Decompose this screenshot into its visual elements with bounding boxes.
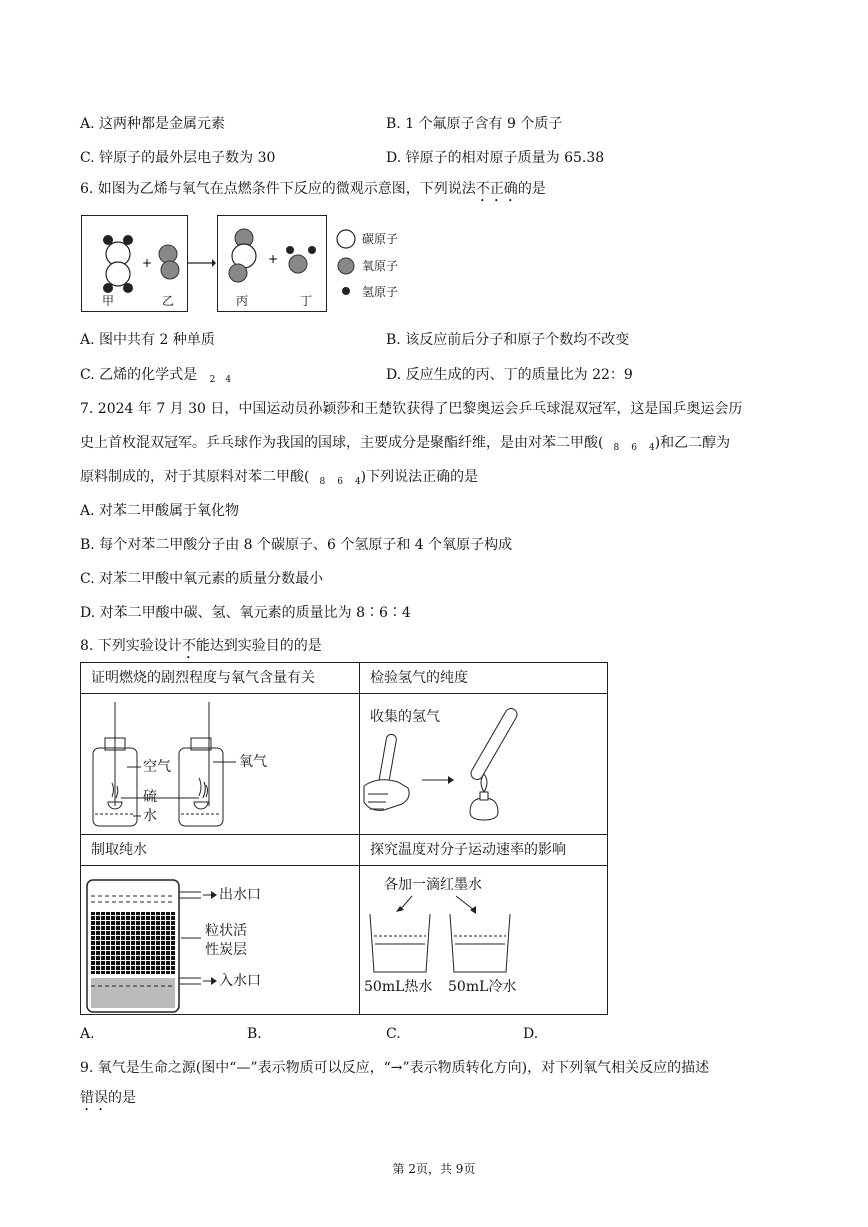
q7-option-b: B. 每个对苯二甲酸分子由 8 个碳原子、6 个氢原子和 4 个氧原子构成 (80, 537, 513, 553)
q7-text: )和乙二醇为 (654, 435, 731, 451)
combustion-bottles-diagram (81, 694, 359, 835)
q6-option-b: B. 该反应前后分子和原子个数均不改变 (386, 332, 630, 348)
legend-oxygen: 氧原子 (362, 259, 399, 273)
q7-option-a: A. 对苯二甲酸属于氧化物 (80, 503, 240, 519)
label-carbon-layer-1: 粒状活 (205, 923, 247, 939)
q8-option-b: B. (247, 1026, 262, 1042)
cell-d-title (360, 835, 608, 866)
label-ding: 丁 (300, 294, 313, 308)
cell-b-title-text: 检验氢气的纯度 (370, 670, 468, 686)
label-red-ink: 各加一滴红墨水 (384, 877, 482, 893)
cell-b-title (360, 663, 608, 694)
q9-stem-line1: 9. 氧气是生命之源(图中“—”表示物质可以反应，“→”表示物质转化方向)，对下列氧气相关反应的描述 (80, 1060, 710, 1076)
q9-stem-tail: 的是 (108, 1090, 136, 1106)
q5-option-b: B. 1 个氟原子含有 9 个质子 (386, 116, 563, 132)
formula-subscript: 4 (225, 375, 232, 385)
experiment-table (80, 662, 608, 1015)
q8-option-d: D. (523, 1026, 539, 1042)
q7-option-d: D. 对苯二甲酸中碳、氢、氧元素的质量比为 8∶6∶4 (80, 605, 411, 621)
q8-stem (80, 637, 322, 662)
label-bing: 丙 (236, 294, 249, 308)
q6-option-d: D. 反应生成的丙、丁的质量比为 22：9 (386, 367, 633, 383)
q6-stem-emphasis: 不正确 (475, 181, 518, 197)
q6-option-a: A. 图中共有 2 种单质 (80, 332, 215, 348)
cell-d-figure (360, 866, 608, 1015)
q7-text: 原料制成的，对于其原料对苯二甲酸( (80, 469, 310, 485)
q7-stem-line2 (80, 434, 730, 457)
q5-option-d: D. 锌原子的相对原子质量为 65.38 (386, 150, 605, 166)
q8-stem-tail: 能达到实验目的的是 (195, 638, 322, 654)
reactants-box (81, 215, 188, 312)
q7-stem-line3 (80, 468, 478, 491)
q9-stem-emphasis: 错误 (80, 1090, 108, 1106)
q5-option-a: A. 这两种都是金属元素 (80, 116, 226, 132)
cell-c-figure (81, 866, 360, 1015)
q9-stem-line2 (80, 1089, 136, 1114)
label-cold-water: 50mL冷水 (448, 979, 517, 995)
page-footer: 第 2页，共 9页 (392, 1162, 476, 1176)
q8-stem-text: 8. 下列实验设计 (80, 638, 182, 654)
formula-subscript: 6 (337, 477, 343, 487)
label-yi: 乙 (162, 294, 175, 308)
svg-text:+: + (268, 252, 279, 266)
cell-a-title-text: 证明燃烧的剧烈程度与氧气含量有关 (91, 670, 315, 686)
reaction-arrow-icon (188, 258, 216, 268)
label-water: 水 (143, 808, 157, 824)
q5-option-c: C. 锌原子的最外层电子数为 30 (80, 150, 276, 166)
label-oxygen: 氧气 (239, 754, 267, 770)
cell-d-title-text: 探究温度对分子运动速率的影响 (370, 842, 566, 858)
q6-stem-text: 6. 如图为乙烯与氧气在点燃条件下反应的微观示意图，下列说法 (80, 181, 476, 197)
label-hot-water: 50mL热水 (364, 979, 433, 995)
label-inlet: 入水口 (219, 973, 261, 989)
label-collected-hydrogen: 收集的氢气 (370, 709, 440, 725)
label-sulfur: 硫 (143, 789, 157, 805)
label-outlet: 出水口 (219, 887, 261, 903)
formula-subscript: 4 (648, 443, 655, 453)
q8-option-c: C. (386, 1026, 401, 1042)
products-box (217, 215, 327, 312)
cell-c-title-text: 制取纯水 (91, 842, 147, 858)
cell-b-figure (360, 694, 608, 835)
legend-icons (335, 228, 357, 300)
q6-option-c-text: C. 乙烯的化学式是 (80, 367, 198, 383)
svg-text:+: + (142, 256, 153, 270)
formula-subscript: 6 (631, 443, 637, 453)
formula-subscript: 8 (319, 477, 326, 487)
legend-carbon: 碳原子 (362, 232, 399, 246)
q8-option-a: A. (80, 1026, 95, 1042)
formula-subscript: 8 (613, 443, 620, 453)
label-carbon-layer-2: 性炭层 (205, 942, 247, 958)
q7-text: 史上首枚混双冠军。乒乓球作为我国的国球，主要成分是聚酯纤维，是由对苯二甲酸( (80, 435, 604, 451)
cell-a-title (81, 663, 360, 694)
q8-stem-emphasis: 不 (181, 638, 196, 654)
q7-option-c: C. 对苯二甲酸中氧元素的质量分数最小 (80, 571, 324, 587)
formula-subscript: 4 (354, 477, 361, 487)
cell-a-figure (81, 694, 360, 835)
q6-stem-tail: 的是 (517, 181, 546, 197)
q7-text: )下列说法正确的是 (360, 469, 479, 485)
formula-subscript: 2 (209, 375, 216, 385)
label-jia: 甲 (102, 294, 115, 308)
q7-stem-line1: 7. 2024 年 7 月 30 日，中国运动员孙颖莎和王楚钦获得了巴黎奥运会乒乓球混双冠军，这是国乒奥运会历 (80, 401, 743, 417)
q6-option-c (80, 366, 231, 389)
legend-hydrogen: 氢原子 (362, 285, 399, 299)
q6-stem (80, 180, 546, 205)
label-air: 空气 (143, 759, 171, 775)
cell-c-title (81, 835, 360, 866)
